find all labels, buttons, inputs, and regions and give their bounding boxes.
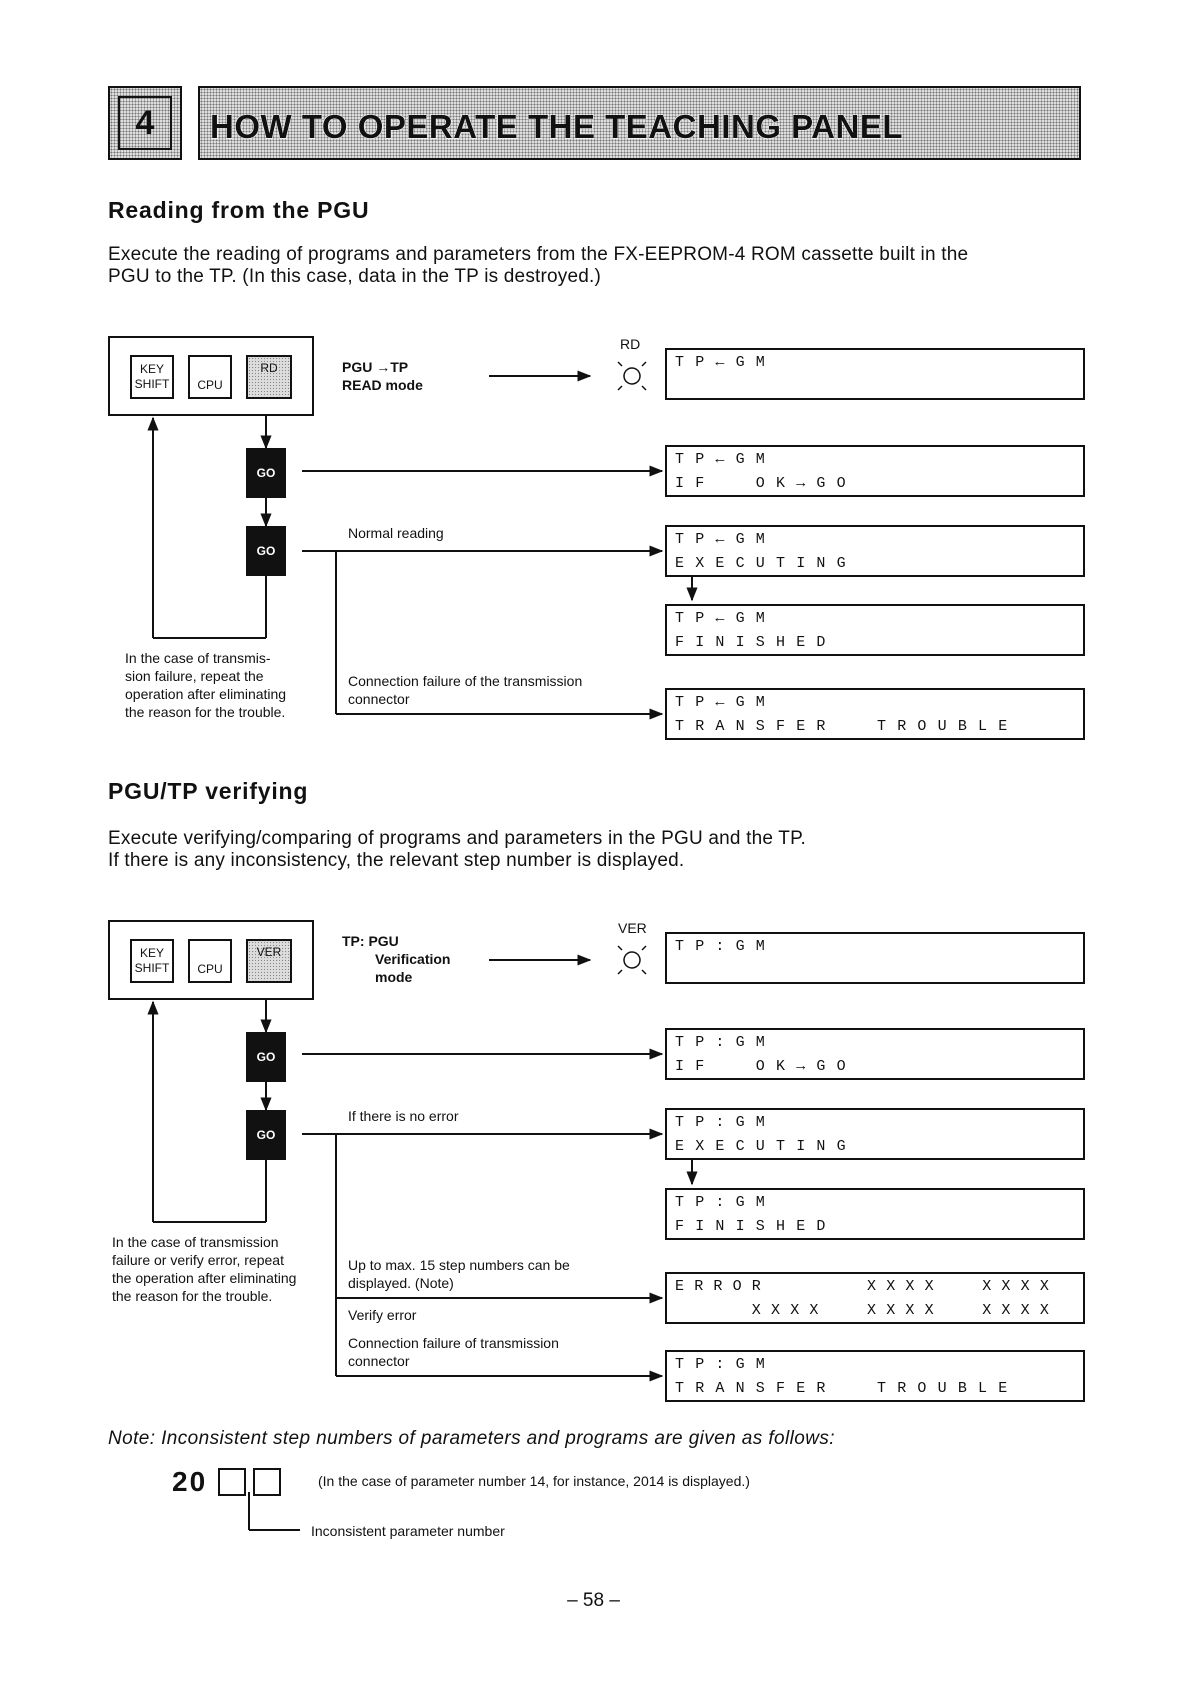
repeat-note: the reason for the trouble.: [125, 704, 286, 720]
key-label: KEY: [139, 946, 164, 960]
lcd-line: TP:GM: [675, 1356, 777, 1373]
no-error-label: If there is no error: [348, 1108, 459, 1124]
verify-error-label: Verify error: [348, 1307, 417, 1323]
verify-para-1: Execute verifying/comparing of programs and parameters in the PGU and the TP.: [108, 828, 806, 849]
lcd-line: TP←GM: [675, 531, 777, 548]
lcd-line: TP:GM: [675, 1114, 777, 1131]
repeat-note: operation after eliminating: [125, 686, 287, 702]
key-label: CPU: [197, 378, 223, 392]
lcd-display: [665, 932, 1085, 984]
lamp-icon: [618, 362, 646, 974]
lcd-line: TP←GM: [675, 694, 777, 711]
key-label: KEY: [139, 362, 164, 376]
step-prefix: 20: [172, 1466, 208, 1497]
chapter-number: 4: [118, 96, 172, 150]
lcd-line: TRANSFER TROUBLE: [675, 718, 1019, 735]
lcd-display: [665, 525, 1085, 577]
repeat-note: In the case of transmission: [112, 1234, 279, 1250]
lcd-display: [665, 445, 1085, 497]
page-number: – 58 –: [567, 1590, 620, 1611]
mode-line: Verification: [375, 951, 451, 967]
lcd-line: IF OK→GO: [675, 1058, 857, 1075]
lcd-display: [665, 348, 1085, 400]
lamp-label: VER: [618, 920, 647, 936]
go-button[interactable]: GO: [246, 448, 286, 498]
repeat-note: failure or verify error, repeat: [112, 1252, 284, 1268]
upto-label: Up to max. 15 step numbers can be: [348, 1257, 570, 1273]
repeat-note: sion failure, repeat the: [125, 668, 264, 684]
chapter-title: HOW TO OPERATE THE TEACHING PANEL: [210, 108, 904, 145]
lcd-display: [665, 1350, 1085, 1402]
key-label: VER: [256, 945, 282, 959]
go-button[interactable]: GO: [246, 1110, 286, 1160]
key-label: SHIFT: [134, 377, 170, 391]
lcd-display: [665, 688, 1085, 740]
section-heading-verify: PGU/TP verifying: [108, 778, 309, 804]
go-button[interactable]: GO: [246, 526, 286, 576]
lcd-line: TP←GM: [675, 610, 777, 627]
lcd-line: TRANSFER TROUBLE: [675, 1380, 1019, 1397]
lcd-display: [665, 604, 1085, 656]
key-shift-button[interactable]: [130, 355, 174, 399]
lamp-label: RD: [620, 336, 641, 352]
lcd-line: EXECUTING: [675, 555, 857, 572]
digit-box: [218, 1468, 246, 1496]
key-panel-verify: [108, 920, 314, 1000]
mode-line: PGU →TP: [342, 359, 409, 375]
lcd-display: [665, 1028, 1085, 1080]
note-example: (In the case of parameter number 14, for instance, 2014 is displayed.): [318, 1473, 750, 1489]
lcd-line: TP:GM: [675, 938, 777, 955]
mode-line: TP: PGU: [342, 933, 399, 949]
lcd-display: [665, 1188, 1085, 1240]
mode-line: READ mode: [342, 377, 423, 393]
rd-key-button[interactable]: [246, 355, 292, 399]
repeat-note: In the case of transmis-: [125, 650, 271, 666]
digit-box: [253, 1468, 281, 1496]
lcd-line: ERROR XXXX XXXX: [675, 1278, 1060, 1295]
reading-para-1: Execute the reading of programs and parameters from the FX-EEPROM-4 ROM cassette built in the: [108, 244, 969, 265]
lcd-line: IF OK→GO: [675, 475, 857, 492]
key-shift-button[interactable]: [130, 939, 174, 983]
note-text: Note: Inconsistent step numbers of parameters and programs are given as follows:: [108, 1428, 835, 1449]
repeat-note: the operation after eliminating: [112, 1270, 297, 1286]
cpu-key-button[interactable]: [188, 355, 232, 399]
mode-line: mode: [375, 969, 413, 985]
note-label: Inconsistent parameter number: [311, 1523, 505, 1539]
lcd-line: FINISHED: [675, 634, 837, 651]
cpu-key-button[interactable]: [188, 939, 232, 983]
failure-label: connector: [348, 1353, 410, 1369]
lcd-line: TP←GM: [675, 354, 777, 371]
key-label: SHIFT: [134, 961, 170, 975]
reading-para-2: PGU to the TP. (In this case, data in the TP is destroyed.): [108, 266, 602, 287]
lcd-line: TP←GM: [675, 451, 777, 468]
ver-key-button[interactable]: [246, 939, 292, 983]
lcd-line: TP:GM: [675, 1194, 777, 1211]
key-label: RD: [260, 361, 278, 375]
go-button[interactable]: GO: [246, 1032, 286, 1082]
repeat-note: the reason for the trouble.: [112, 1288, 273, 1304]
lcd-line: FINISHED: [675, 1218, 837, 1235]
verify-para-2: If there is any inconsistency, the relevant step number is displayed.: [108, 850, 685, 871]
failure-label: connector: [348, 691, 410, 707]
lcd-display: [665, 1108, 1085, 1160]
key-panel-reading: [108, 336, 314, 416]
lcd-line: EXECUTING: [675, 1138, 857, 1155]
upto-label: displayed. (Note): [348, 1275, 454, 1291]
normal-reading-label: Normal reading: [348, 525, 444, 541]
lcd-display: [665, 1272, 1085, 1324]
section-heading-reading: Reading from the PGU: [108, 197, 370, 223]
lcd-line: XXXX XXXX XXXX: [675, 1302, 1060, 1319]
failure-label: Connection failure of the transmission: [348, 673, 583, 689]
key-label: CPU: [197, 962, 223, 976]
lcd-line: TP:GM: [675, 1034, 777, 1051]
failure-label: Connection failure of transmission: [348, 1335, 559, 1351]
